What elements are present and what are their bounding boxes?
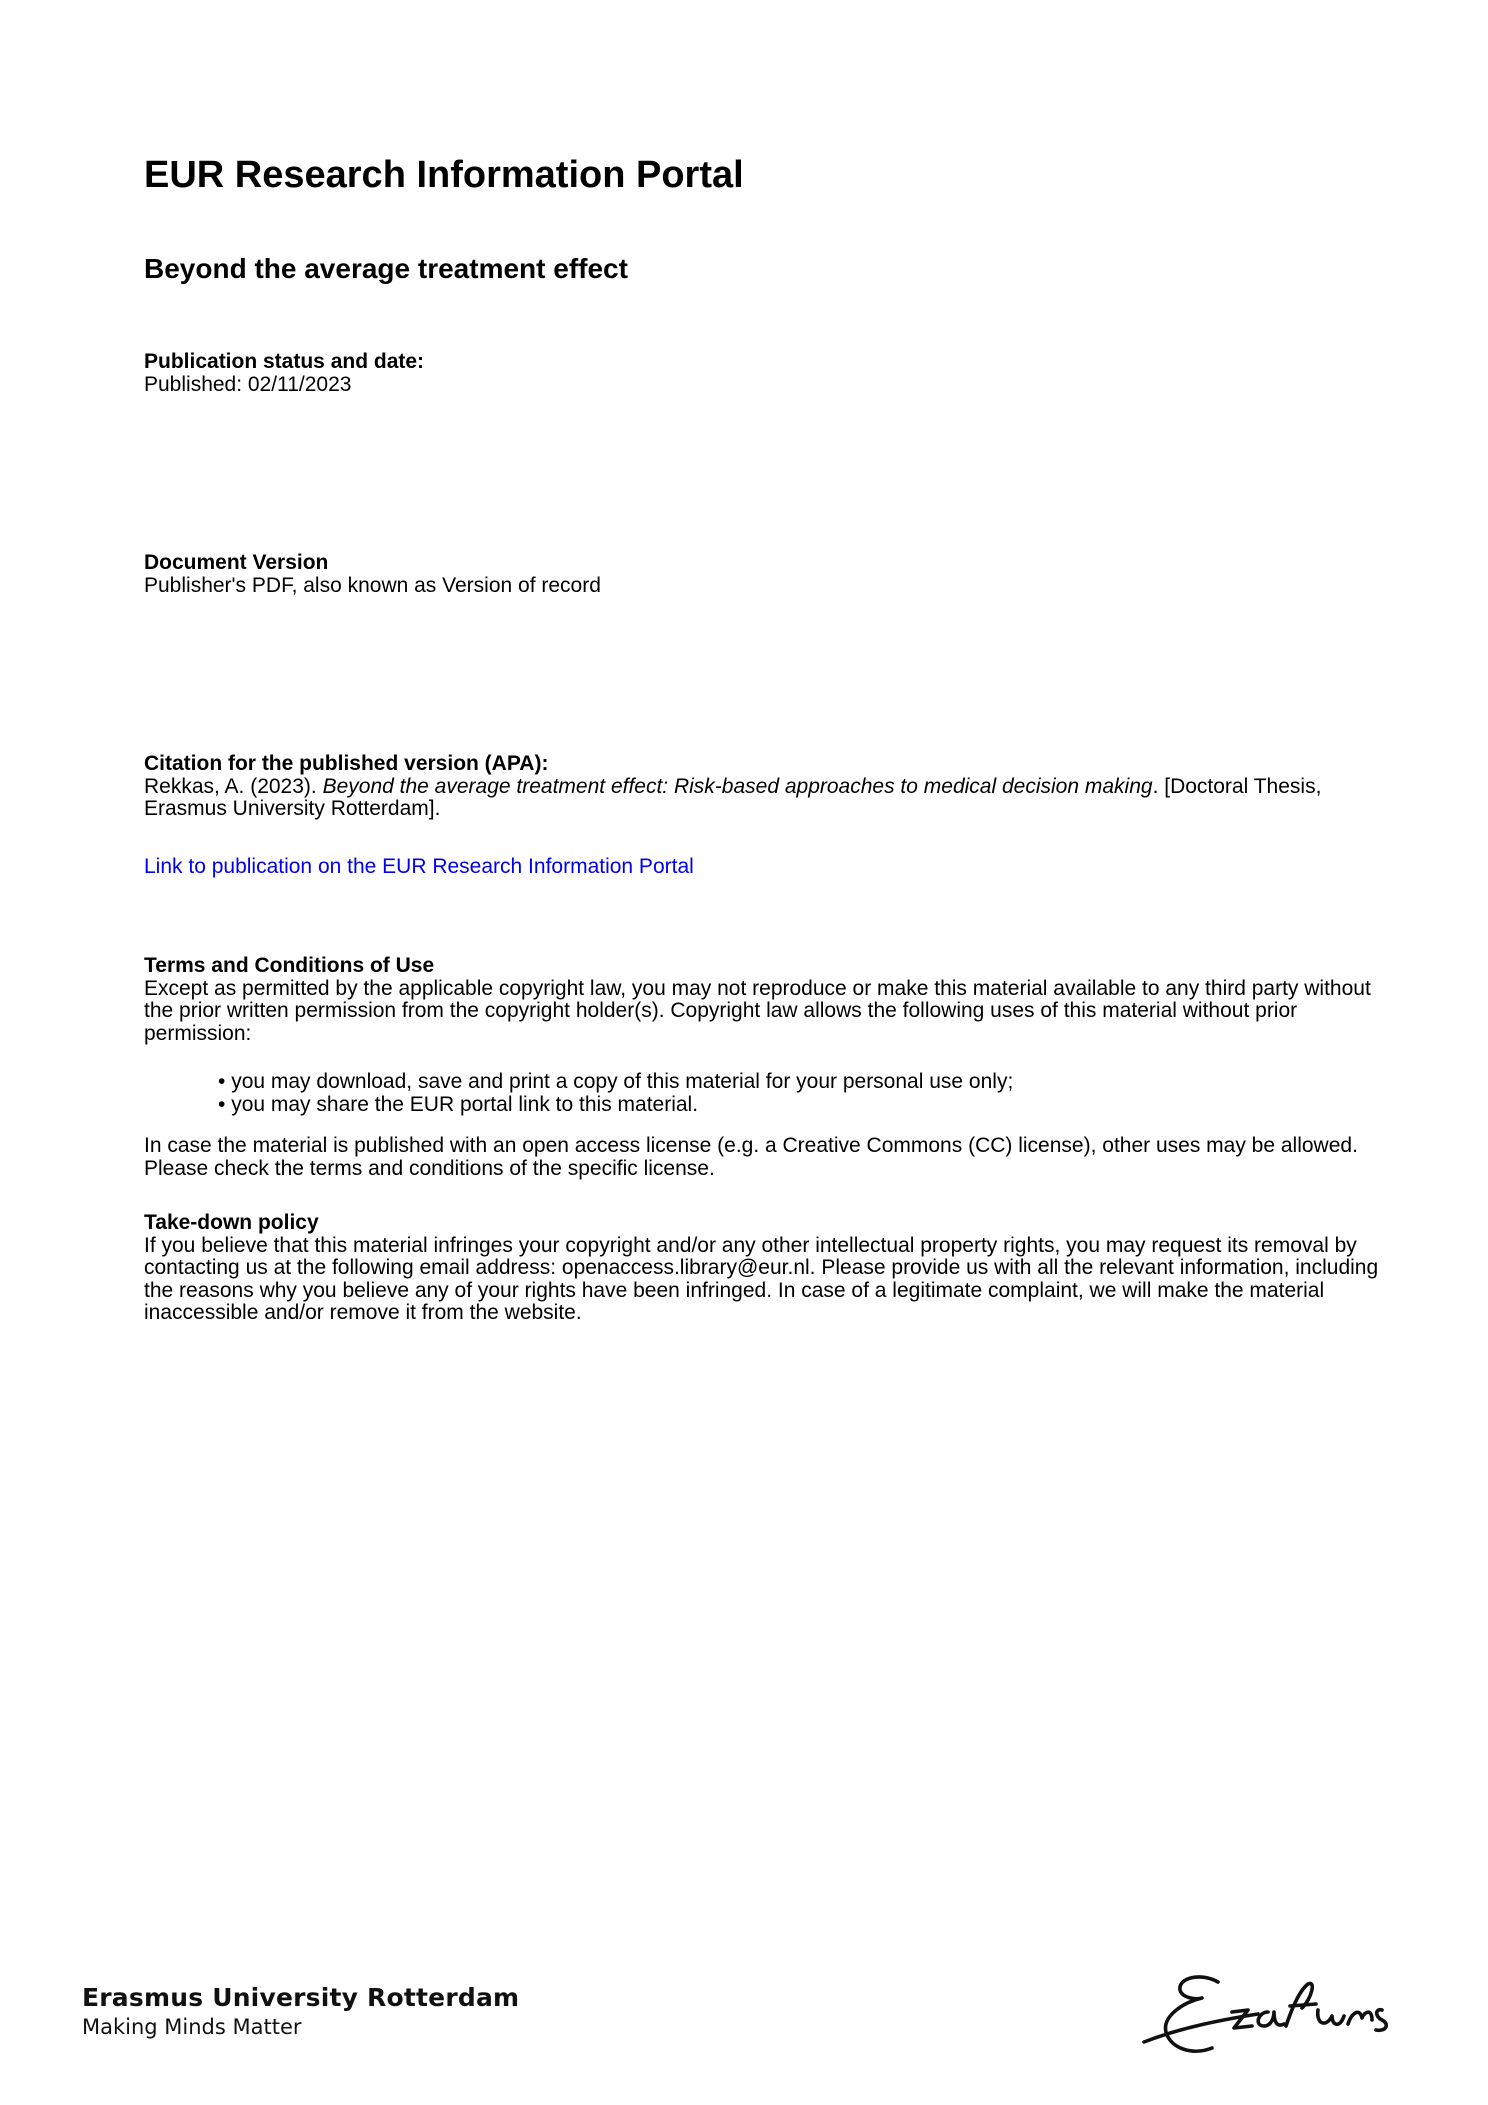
publication-status-section [144,351,1404,396]
document-title: Beyond the average treatment effect [144,253,628,284]
list-item: • you may share the EUR portal link to this material. [218,1094,1013,1117]
list-item: • you may download, save and print a copy of this material for your personal use only; [218,1071,1013,1094]
terms-section [144,955,1404,1045]
citation-label: Citation for the published version (APA): [144,752,549,775]
citation-text [144,776,1404,821]
erasmus-signature-logo [1140,1968,1410,2064]
citation-author-year: Rekkas, A. (2023). [144,774,323,798]
takedown-section [144,1212,1404,1325]
citation-title: Beyond the average treatment effect: Risk-based approaches to medical decision making [322,774,1153,798]
portal-title: EUR Research Information Portal [144,154,744,196]
portal-publication-link[interactable]: Link to publication on the EUR Research Information Portal [144,855,694,878]
takedown-label: Take-down policy [144,1211,319,1234]
university-name: Erasmus University Rotterdam [82,1983,520,2012]
document-version-section [144,552,1404,597]
publication-status-label: Publication status and date: [144,350,425,373]
university-brand [82,1983,519,2041]
university-tagline: Making Minds Matter [82,2015,302,2039]
terms-intro: Except as permitted by the applicable copyright law, you may not reproduce or make this material available to any third party without the prior written permission from the copyright holder(s). Copyright law allows the following uses of this material without prior permission: [144,976,1371,1045]
publication-status-value: Published: 02/11/2023 [144,372,352,396]
terms-label: Terms and Conditions of Use [144,954,435,977]
permitted-uses-list [218,1071,1013,1116]
citation-section [144,753,1404,821]
citation-rest: . [Doctoral Thesis, Erasmus University Rotterdam]. [144,774,1322,820]
document-version-label: Document Version [144,551,329,574]
takedown-text: If you believe that this material infringes your copyright and/or any other intellectual property rights, you may request its removal by contacting us at the following email address: openaccess.library@eur.nl. Please provide us with all the relevant information, including the reasons why you believe any of your rights have been infringed. In case of a legitimate complaint, we will make the material inaccessible and/or remove it from the website. [144,1233,1379,1324]
open-access-note: In case the material is published with an open access license (e.g. a Creative Commons (CC) license), other uses may be allowed. Please check the terms and conditions of the specific license. [144,1134,1358,1180]
document-version-value: Publisher's PDF, also known as Version of record [144,573,601,597]
